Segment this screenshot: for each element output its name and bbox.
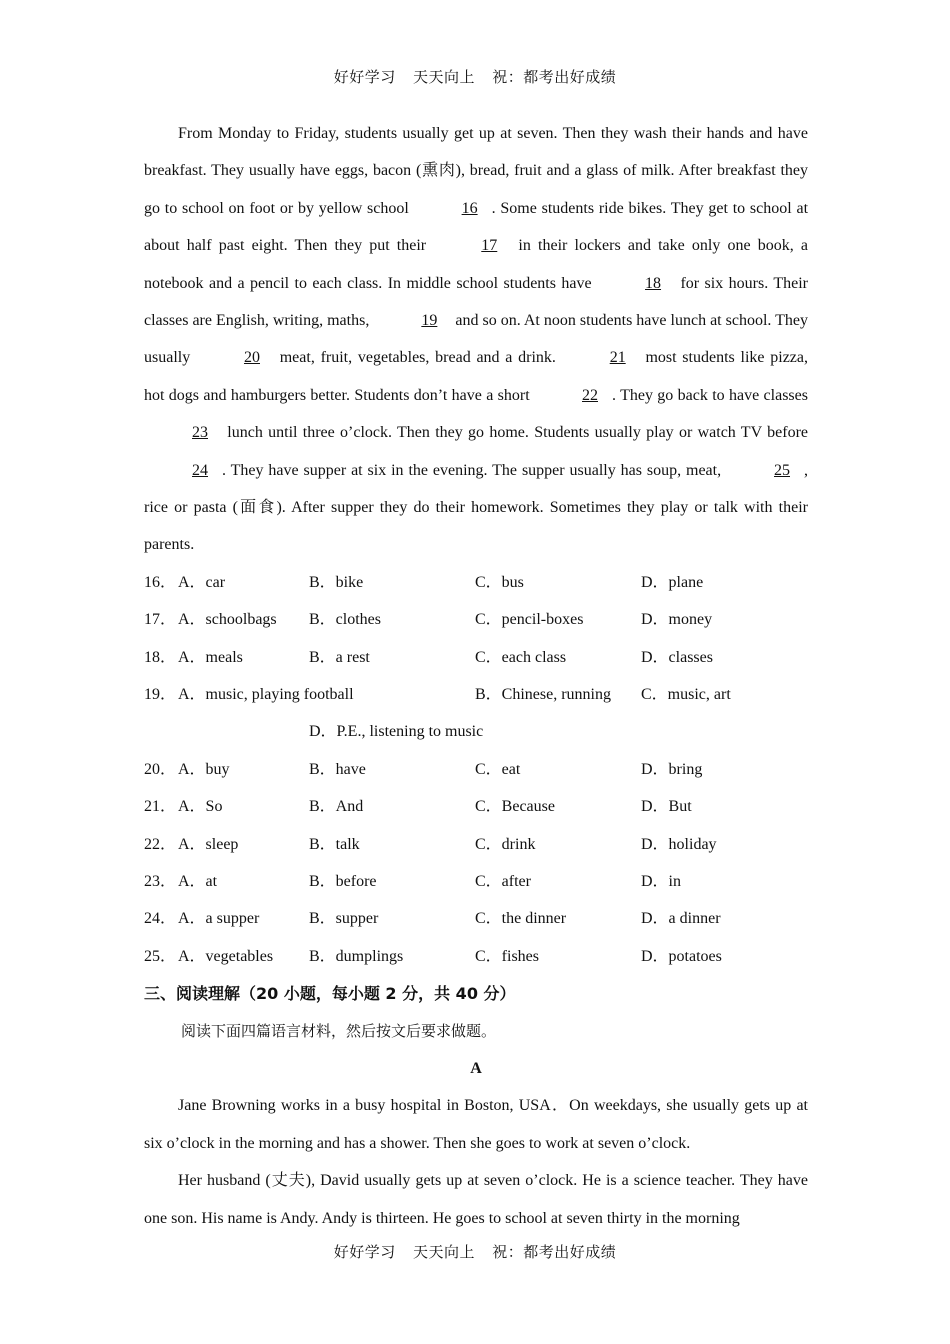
footer-motto-3: 祝：都考出好成绩: [492, 1243, 617, 1261]
header-motto-2: 天天向上: [412, 68, 475, 86]
blank-25: 25: [774, 461, 790, 479]
option-d: D．potatoes: [641, 947, 722, 965]
option-c: C．the dinner: [475, 910, 567, 928]
option-c: C．Because: [475, 798, 555, 816]
question-22: [144, 826, 808, 863]
blank-22: 22: [582, 386, 598, 404]
option-c: C．pencil-boxes: [475, 611, 584, 629]
option-c: C．drink: [475, 835, 536, 853]
question-number: 20．: [144, 760, 177, 778]
question-20: [144, 751, 808, 788]
blank-16: 16: [461, 199, 478, 217]
option-b: B．dumplings: [309, 947, 404, 965]
question-list: [144, 564, 808, 975]
document-body: [144, 115, 808, 1237]
question-number: 22．: [144, 835, 177, 853]
question-24: [144, 900, 808, 937]
option-b: B．bike: [309, 573, 364, 591]
option-c: C．after: [475, 873, 531, 890]
question-number: 23．: [144, 873, 177, 890]
option-d: D．plane: [641, 573, 704, 591]
option-a: A．at: [178, 873, 218, 890]
blank-17: 17: [481, 237, 498, 255]
question-number: 18．: [144, 648, 177, 666]
question-19-continued: [144, 713, 808, 750]
question-18: [144, 639, 808, 676]
option-c: C．fishes: [475, 947, 540, 965]
option-b: B．have: [309, 760, 366, 778]
reading-paragraph-2: Her husband (丈夫), David usually gets up at seven o’clock. He is a science teacher. They have one son. His name is Andy. Andy is thirteen. He goes to school at seven thirty in the morning: [144, 1172, 808, 1227]
section-instruction: 阅读下面四篇语言材料，然后按文后要求做题。: [181, 1021, 497, 1040]
blank-21: 21: [609, 349, 626, 367]
question-number: 16．: [144, 573, 177, 591]
option-a: A．meals: [178, 648, 243, 666]
header-motto-3: 祝：都考出好成绩: [492, 68, 617, 86]
option-d: D．in: [641, 873, 682, 890]
question-number: 17．: [144, 611, 177, 629]
passage-text: , rice or pasta (面食). After supper they do their homework. Sometimes they play or talk with their parents.: [144, 461, 808, 554]
passage-text: in their lockers and take only one book, a notebook and a pencil to each class. In middle school students have: [144, 237, 808, 292]
option-d: D．But: [641, 798, 692, 816]
passage-text: . They go back to have classes: [612, 386, 808, 404]
option-c: C．bus: [475, 573, 524, 591]
option-a: A．vegetables: [178, 947, 274, 965]
option-a: A．buy: [178, 760, 230, 778]
blank-19: 19: [421, 312, 438, 330]
question-19: [144, 676, 808, 713]
question-number: 24．: [144, 910, 177, 928]
blank-18: 18: [645, 274, 662, 292]
passage-text: for six hours. Their classes are English, writing, maths,: [144, 274, 808, 330]
header-motto-1: 好好学习: [333, 68, 396, 86]
option-d: D．a dinner: [641, 910, 721, 928]
question-16: [144, 564, 808, 601]
question-21: [144, 788, 808, 825]
page-footer: [0, 1241, 950, 1262]
option-b: B．before: [309, 873, 377, 890]
passage-label: A: [470, 1059, 482, 1077]
question-25: [144, 938, 808, 975]
option-d: D．money: [641, 611, 713, 629]
passage-text: From Monday to Friday, students usually get up at seven. Then they wash their hands and have breakfast. They usually have eggs, bacon (熏肉), bread, fruit and a glass of milk. After breakfast they go to school on foot or by yellow school: [144, 125, 808, 217]
passage-text: . They have supper at six in the evening. The supper usually has soup, meat,: [222, 461, 726, 479]
passage-text: lunch until three o’clock. Then they go home. Students usually play or watch TV before: [222, 424, 808, 442]
cloze-passage: [144, 115, 808, 564]
passage-text: and so on. At noon students have lunch at school. They usually: [144, 312, 808, 367]
section-title: 三、阅读理解（20 小题，每小题 2 分，共 40 分）: [144, 984, 516, 1004]
option-a: A．schoolbags: [178, 611, 277, 629]
option-b: B．supper: [309, 910, 379, 928]
question-17: [144, 601, 808, 638]
option-a: A．So: [178, 798, 223, 816]
option-b: B．a rest: [309, 648, 370, 666]
blank-24: 24: [192, 461, 208, 479]
blank-23: 23: [192, 424, 208, 442]
option-b: B．talk: [309, 835, 360, 853]
page-header: [0, 66, 950, 87]
option-b: B．Chinese, running: [475, 686, 611, 704]
passage-text: . Some students ride bikes. They get to school at about half past eight. Then they put their: [144, 199, 809, 255]
option-b: B．And: [309, 798, 364, 816]
option-a: A．car: [178, 573, 226, 591]
question-23: [144, 863, 808, 900]
passage-text: meat, fruit, vegetables, bread and a drink.: [273, 349, 562, 367]
option-d: D．P.E., listening to music: [309, 723, 484, 741]
option-d: D．bring: [641, 760, 703, 778]
option-b: B．clothes: [309, 611, 381, 629]
option-d: D．holiday: [641, 835, 717, 853]
footer-motto-2: 天天向上: [412, 1243, 475, 1261]
option-c: C．eat: [475, 760, 521, 778]
question-number: 25．: [144, 947, 177, 965]
option-d: D．classes: [641, 648, 713, 666]
option-a: A．sleep: [178, 835, 239, 853]
footer-motto-1: 好好学习: [333, 1243, 396, 1261]
reading-paragraph-1: Jane Browning works in a busy hospital in Boston, USA．On weekdays, she usually gets up at six o’clock in the morning and has a shower. Then she goes to work at seven o’clock.: [144, 1097, 808, 1152]
option-a: A．music, playing football: [178, 686, 354, 704]
option-c: C．each class: [475, 648, 567, 666]
option-c: C．music, art: [641, 686, 731, 704]
question-number: 21．: [144, 798, 177, 816]
option-a: A．a supper: [178, 910, 260, 928]
passage-text: most students like pizza, hot dogs and hamburgers better. Students don’t have a short: [144, 349, 809, 404]
question-number: 19．: [144, 686, 177, 704]
blank-20: 20: [243, 349, 260, 367]
